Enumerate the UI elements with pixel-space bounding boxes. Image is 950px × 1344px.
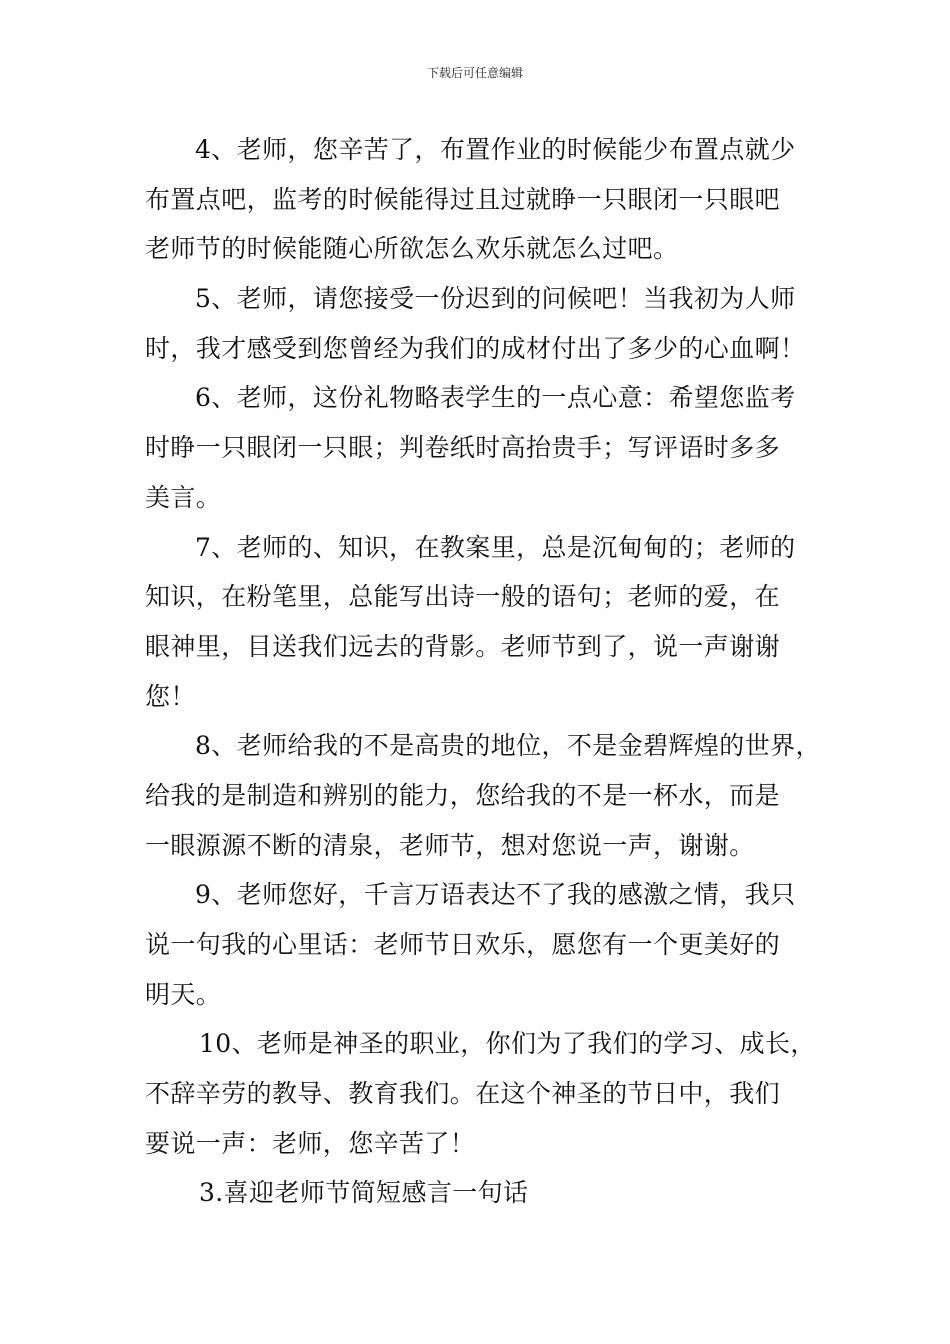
text-line: 知识，在粉笔里，总能写出诗一般的语句；老师的爱，在 [145,582,781,612]
text-line: 10、老师是神圣的职业，你们为了我们的学习、成长， [199,1029,816,1059]
paragraph [145,870,845,1019]
text-line: 老师节的时候能随心所欲怎么欢乐就怎么过吧。 [145,234,679,264]
text-line: 说一句我的心里话：老师节日欢乐，愿您有一个更美好的 [145,930,781,959]
text-line: 您！ [145,681,196,711]
page-header: 下载后可任意编辑 [426,66,523,80]
text-line: 眼神里，目送我们远去的背影。老师节到了，说一声谢谢 [145,631,781,661]
paragraph [145,125,845,274]
text-line: 9、老师您好，千言万语表达不了我的感激之情，我只 [195,880,796,910]
text-line: 明天。 [145,979,222,1009]
text-line: 4、老师，您辛苦了，布置作业的时候能少布置点就少 [195,135,796,164]
text-line: 一眼源源不断的清泉，老师节，想对您说一声，谢谢。 [145,830,755,860]
paragraph [145,523,845,722]
text-line: 不辞辛劳的教导、教育我们。在这个神圣的节日中，我们 [145,1079,781,1109]
document-body [145,125,845,1218]
text-line: 6、老师，这份礼物略表学生的一点心意：希望您监考 [195,383,796,413]
text-line: 时睁一只眼闭一只眼；判卷纸时高抬贵手；写评语时多多 [145,433,781,463]
text-line: 时，我才感受到您曾经为我们的成材付出了多少的心血啊！ [145,333,806,363]
text-line: 要说一声：老师，您辛苦了！ [145,1128,476,1158]
text-line: 8、老师给我的不是高贵的地位，不是金碧辉煌的世界， [195,731,821,761]
text-line: 美言。 [145,482,222,512]
paragraph [145,274,845,373]
paragraph [145,373,845,522]
text-line: 布置点吧，监考的时候能得过且过就睁一只眼闭一只眼吧 [145,184,781,214]
text-line: 3.喜迎老师节简短感言一句话 [199,1178,529,1208]
paragraph [145,721,845,870]
section-heading [145,1168,845,1218]
paragraph [145,1019,845,1168]
text-line: 给我的是制造和辨别的能力，您给我的不是一杯水，而是 [145,780,781,810]
text-line: 5、老师，请您接受一份迟到的问候吧！当我初为人师 [195,284,796,314]
text-line: 7、老师的、知识，在教案里，总是沉甸甸的；老师的 [195,532,796,562]
